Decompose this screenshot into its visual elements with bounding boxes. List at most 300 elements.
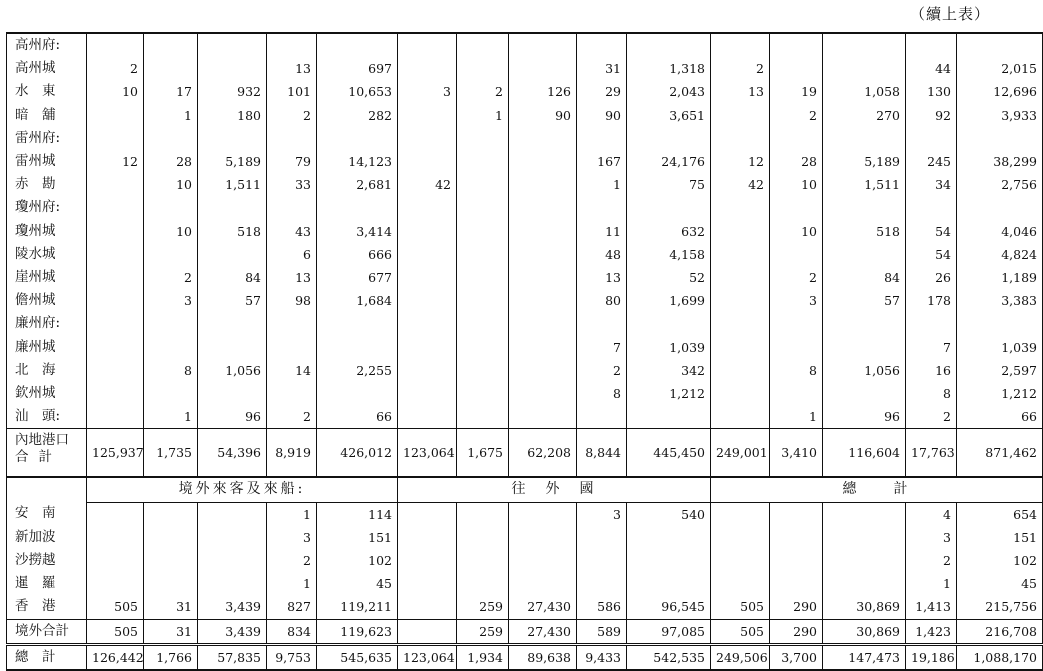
table-cell: 245 <box>906 150 957 173</box>
section-header-row <box>7 477 1043 502</box>
table-cell: 13 <box>267 57 317 80</box>
table-cell: 249,506 <box>711 644 770 670</box>
row-label: 陵水城 <box>7 243 87 266</box>
table-cell: 2 <box>906 405 957 429</box>
table-cell <box>711 127 770 150</box>
row-label: 總 計 <box>7 644 87 670</box>
table-cell <box>87 549 144 572</box>
table-cell: 2,681 <box>317 173 398 196</box>
table-cell <box>398 220 457 243</box>
table-cell <box>823 572 906 595</box>
table-row <box>7 336 1043 359</box>
table-cell <box>711 336 770 359</box>
table-cell: 932 <box>198 80 267 103</box>
table-cell: 17,763 <box>906 429 957 478</box>
table-cell: 27,430 <box>509 619 577 644</box>
table-cell: 45 <box>957 572 1043 595</box>
table-cell <box>87 526 144 549</box>
subtotal-label-line2: 合計 <box>15 449 62 466</box>
table-cell <box>87 243 144 266</box>
table-cell: 1,423 <box>906 619 957 644</box>
table-cell <box>144 243 198 266</box>
table-cell: 589 <box>577 619 627 644</box>
table-cell <box>198 526 267 549</box>
table-cell: 1,189 <box>957 266 1043 289</box>
table-cell <box>398 312 457 335</box>
table-cell <box>457 33 509 57</box>
table-row <box>7 150 1043 173</box>
table-cell: 28 <box>144 150 198 173</box>
table-cell: 1,766 <box>144 644 198 670</box>
table-cell <box>823 526 906 549</box>
table-cell: 33 <box>267 173 317 196</box>
table-cell: 9,753 <box>267 644 317 670</box>
table-cell: 445,450 <box>627 429 711 478</box>
table-cell: 9,433 <box>577 644 627 670</box>
table-cell <box>509 150 577 173</box>
table-cell <box>509 243 577 266</box>
table-cell <box>87 502 144 526</box>
table-cell: 4 <box>906 502 957 526</box>
table-cell <box>144 312 198 335</box>
table-cell <box>198 312 267 335</box>
table-cell: 3 <box>906 526 957 549</box>
table-cell <box>711 526 770 549</box>
table-cell: 42 <box>398 173 457 196</box>
table-cell: 1 <box>457 104 509 127</box>
table-cell <box>509 572 577 595</box>
section-header: 總 計 <box>711 477 1043 502</box>
row-label: 赤 勘 <box>7 173 87 196</box>
table-cell <box>906 196 957 219</box>
table-cell <box>770 312 823 335</box>
table-cell: 12 <box>711 150 770 173</box>
table-cell: 1,318 <box>627 57 711 80</box>
table-cell: 2 <box>457 80 509 103</box>
table-row <box>7 173 1043 196</box>
table-cell <box>711 382 770 405</box>
table-cell <box>577 526 627 549</box>
table-cell <box>770 549 823 572</box>
table-cell <box>457 382 509 405</box>
table-cell <box>398 405 457 429</box>
table-cell <box>823 127 906 150</box>
row-label: 廉州城 <box>7 336 87 359</box>
table-cell: 84 <box>823 266 906 289</box>
table-cell <box>509 266 577 289</box>
table-cell: 505 <box>87 595 144 619</box>
table-cell: 2,597 <box>957 359 1043 382</box>
table-cell: 31 <box>577 57 627 80</box>
table-cell: 2 <box>770 266 823 289</box>
table-cell: 1,056 <box>823 359 906 382</box>
table-row <box>7 405 1043 429</box>
table-cell <box>198 127 267 150</box>
table-cell: 542,535 <box>627 644 711 670</box>
table-row <box>7 359 1043 382</box>
table-row <box>7 289 1043 312</box>
table-cell: 290 <box>770 595 823 619</box>
table-cell: 96,545 <box>627 595 711 619</box>
table-cell: 3,383 <box>957 289 1043 312</box>
table-cell <box>770 526 823 549</box>
table-cell: 518 <box>823 220 906 243</box>
table-row <box>7 33 1043 57</box>
table-cell: 4,824 <box>957 243 1043 266</box>
table-cell <box>87 382 144 405</box>
table-cell: 57,835 <box>198 644 267 670</box>
table-cell: 249,001 <box>711 429 770 478</box>
table-cell <box>509 127 577 150</box>
table-cell: 3 <box>267 526 317 549</box>
table-cell: 1,735 <box>144 429 198 478</box>
table-cell <box>317 312 398 335</box>
table-cell: 871,462 <box>957 429 1043 478</box>
table-cell <box>144 57 198 80</box>
table-cell: 505 <box>711 619 770 644</box>
table-cell: 75 <box>627 173 711 196</box>
table-cell: 654 <box>957 502 1043 526</box>
table-row <box>7 619 1043 644</box>
table-cell: 180 <box>198 104 267 127</box>
domestic-subtotal-section <box>7 429 1043 478</box>
table-cell: 290 <box>770 619 823 644</box>
table-cell: 8 <box>906 382 957 405</box>
table-cell <box>711 572 770 595</box>
row-label: 雷州府: <box>7 127 87 150</box>
table-cell: 52 <box>627 266 711 289</box>
table-cell: 8 <box>577 382 627 405</box>
row-label: 暗 舖 <box>7 104 87 127</box>
table-cell: 216,708 <box>957 619 1043 644</box>
table-cell: 3,439 <box>198 619 267 644</box>
table-cell <box>906 127 957 150</box>
table-cell: 126,442 <box>87 644 144 670</box>
table-cell <box>770 33 823 57</box>
table-cell: 54 <box>906 220 957 243</box>
table-cell <box>823 33 906 57</box>
table-cell: 119,623 <box>317 619 398 644</box>
table-cell: 7 <box>577 336 627 359</box>
row-label: 瓊州府: <box>7 196 87 219</box>
table-cell <box>457 526 509 549</box>
table-cell: 282 <box>317 104 398 127</box>
table-cell: 167 <box>577 150 627 173</box>
table-row <box>7 243 1043 266</box>
table-cell: 1 <box>906 572 957 595</box>
table-row <box>7 196 1043 219</box>
table-row <box>7 57 1043 80</box>
table-cell <box>198 57 267 80</box>
table-cell <box>87 312 144 335</box>
table-cell: 126 <box>509 80 577 103</box>
table-cell: 10 <box>144 173 198 196</box>
table-cell: 29 <box>577 80 627 103</box>
table-cell: 119,211 <box>317 595 398 619</box>
table-cell <box>711 405 770 429</box>
table-cell <box>457 220 509 243</box>
table-cell <box>144 382 198 405</box>
table-cell: 259 <box>457 619 509 644</box>
table-cell <box>398 595 457 619</box>
table-cell: 3,410 <box>770 429 823 478</box>
row-label: 汕 頭: <box>7 405 87 429</box>
table-cell: 666 <box>317 243 398 266</box>
table-cell: 123,064 <box>398 429 457 478</box>
table-cell: 13 <box>711 80 770 103</box>
table-cell <box>509 173 577 196</box>
table-cell <box>457 359 509 382</box>
table-cell <box>509 526 577 549</box>
table-cell <box>957 312 1043 335</box>
table-cell: 3,933 <box>957 104 1043 127</box>
table-row <box>7 595 1043 619</box>
table-cell <box>317 196 398 219</box>
table-cell <box>711 289 770 312</box>
table-cell: 1,684 <box>317 289 398 312</box>
row-label: 境外合計 <box>7 619 87 644</box>
table-cell <box>627 127 711 150</box>
table-cell <box>398 33 457 57</box>
table-cell <box>509 289 577 312</box>
table-row <box>7 220 1043 243</box>
table-cell: 57 <box>823 289 906 312</box>
table-cell: 101 <box>267 80 317 103</box>
table-cell: 3,651 <box>627 104 711 127</box>
table-cell <box>457 150 509 173</box>
table-cell: 505 <box>711 595 770 619</box>
table-cell <box>509 405 577 429</box>
table-cell <box>823 196 906 219</box>
table-cell <box>823 549 906 572</box>
table-cell <box>398 266 457 289</box>
table-cell: 66 <box>957 405 1043 429</box>
table-cell: 125,937 <box>87 429 144 478</box>
table-cell <box>509 57 577 80</box>
table-cell <box>509 196 577 219</box>
table-cell <box>198 33 267 57</box>
table-cell <box>770 196 823 219</box>
table-cell: 3,439 <box>198 595 267 619</box>
section-header: 境外來客及來船: <box>87 477 398 502</box>
table-cell <box>711 33 770 57</box>
table-cell <box>627 312 711 335</box>
table-cell: 98 <box>267 289 317 312</box>
table-cell <box>457 312 509 335</box>
table-cell: 30,869 <box>823 619 906 644</box>
table-row <box>7 382 1043 405</box>
table-cell: 80 <box>577 289 627 312</box>
table-cell <box>398 104 457 127</box>
table-cell: 697 <box>317 57 398 80</box>
table-row <box>7 644 1043 670</box>
table-cell <box>509 312 577 335</box>
table-cell: 10 <box>770 173 823 196</box>
table-cell: 90 <box>509 104 577 127</box>
row-label: 香 港 <box>7 595 87 619</box>
table-cell: 7 <box>906 336 957 359</box>
table-cell <box>198 243 267 266</box>
table-cell: 1,675 <box>457 429 509 478</box>
table-cell: 1,511 <box>823 173 906 196</box>
domestic-ports-section <box>7 33 1043 429</box>
table-cell <box>627 405 711 429</box>
table-cell <box>457 405 509 429</box>
table-cell <box>577 549 627 572</box>
table-cell <box>906 33 957 57</box>
table-cell: 19 <box>770 80 823 103</box>
table-cell <box>198 549 267 572</box>
table-cell <box>87 289 144 312</box>
table-cell <box>711 104 770 127</box>
table-cell: 24,176 <box>627 150 711 173</box>
table-row <box>7 80 1043 103</box>
table-cell: 2,043 <box>627 80 711 103</box>
table-cell: 2 <box>144 266 198 289</box>
table-cell <box>711 549 770 572</box>
table-cell: 102 <box>957 549 1043 572</box>
table-cell: 2 <box>267 549 317 572</box>
row-label: 安 南 <box>7 502 87 526</box>
table-cell <box>823 382 906 405</box>
table-cell <box>457 173 509 196</box>
table-cell <box>198 336 267 359</box>
table-cell <box>198 196 267 219</box>
row-label: 水 東 <box>7 80 87 103</box>
table-cell <box>398 526 457 549</box>
table-cell: 1 <box>144 405 198 429</box>
table-cell <box>398 359 457 382</box>
table-cell: 1,088,170 <box>957 644 1043 670</box>
table-cell: 43 <box>267 220 317 243</box>
table-cell <box>87 127 144 150</box>
table-cell: 2 <box>577 359 627 382</box>
table-cell: 13 <box>267 266 317 289</box>
row-label: 高州府: <box>7 33 87 57</box>
table-cell: 2 <box>711 57 770 80</box>
table-cell <box>144 196 198 219</box>
table-cell: 130 <box>906 80 957 103</box>
table-row <box>7 549 1043 572</box>
table-cell <box>398 196 457 219</box>
table-cell: 10 <box>87 80 144 103</box>
table-cell: 3 <box>144 289 198 312</box>
table-cell <box>267 336 317 359</box>
table-cell: 1,212 <box>957 382 1043 405</box>
table-cell <box>457 266 509 289</box>
table-cell: 270 <box>823 104 906 127</box>
table-cell: 2 <box>906 549 957 572</box>
table-cell: 426,012 <box>317 429 398 478</box>
table-cell <box>627 549 711 572</box>
table-cell: 38,299 <box>957 150 1043 173</box>
table-cell <box>144 526 198 549</box>
table-row <box>7 104 1043 127</box>
table-cell: 13 <box>577 266 627 289</box>
table-cell <box>267 382 317 405</box>
table-cell <box>770 57 823 80</box>
table-cell: 28 <box>770 150 823 173</box>
table-cell: 102 <box>317 549 398 572</box>
table-cell: 30,869 <box>823 595 906 619</box>
table-cell <box>144 502 198 526</box>
table-cell <box>770 572 823 595</box>
table-cell <box>770 382 823 405</box>
table-cell <box>823 502 906 526</box>
table-cell <box>87 405 144 429</box>
section-header: 往 外 國 <box>398 477 711 502</box>
table-cell: 1,934 <box>457 644 509 670</box>
table-cell <box>711 502 770 526</box>
table-cell: 114 <box>317 502 398 526</box>
table-cell: 12 <box>87 150 144 173</box>
table-cell <box>398 57 457 80</box>
table-cell: 3 <box>398 80 457 103</box>
table-row <box>7 266 1043 289</box>
table-cell: 92 <box>906 104 957 127</box>
table-cell: 31 <box>144 595 198 619</box>
table-cell <box>398 243 457 266</box>
table-row <box>7 502 1043 526</box>
table-cell <box>823 243 906 266</box>
table-cell: 1,056 <box>198 359 267 382</box>
table-cell: 14 <box>267 359 317 382</box>
row-label: 崖州城 <box>7 266 87 289</box>
table-cell: 2 <box>267 104 317 127</box>
table-cell <box>457 243 509 266</box>
table-cell: 4,158 <box>627 243 711 266</box>
table-cell: 342 <box>627 359 711 382</box>
table-cell: 48 <box>577 243 627 266</box>
table-cell <box>87 196 144 219</box>
table-cell <box>398 336 457 359</box>
table-cell: 5,189 <box>823 150 906 173</box>
table-cell <box>144 336 198 359</box>
foreign-ports-section <box>7 502 1043 619</box>
table-cell <box>267 196 317 219</box>
table-cell: 19,186 <box>906 644 957 670</box>
table-cell: 259 <box>457 595 509 619</box>
table-cell <box>577 572 627 595</box>
row-label: 儋州城 <box>7 289 87 312</box>
table-cell: 545,635 <box>317 644 398 670</box>
table-cell <box>770 502 823 526</box>
table-cell: 677 <box>317 266 398 289</box>
table-cell: 3,414 <box>317 220 398 243</box>
table-cell: 2 <box>87 57 144 80</box>
table-cell <box>198 502 267 526</box>
table-cell: 632 <box>627 220 711 243</box>
table-cell: 44 <box>906 57 957 80</box>
table-cell: 89,638 <box>509 644 577 670</box>
table-cell: 8,919 <box>267 429 317 478</box>
row-label: 高州城 <box>7 57 87 80</box>
table-cell: 10 <box>144 220 198 243</box>
table-cell: 10,653 <box>317 80 398 103</box>
table-row <box>7 312 1043 335</box>
table-cell: 3 <box>577 502 627 526</box>
row-label: 沙撈越 <box>7 549 87 572</box>
table-cell <box>398 150 457 173</box>
table-cell: 827 <box>267 595 317 619</box>
table-cell <box>770 243 823 266</box>
row-label: 新加波 <box>7 526 87 549</box>
table-cell: 84 <box>198 266 267 289</box>
table-cell <box>398 502 457 526</box>
table-cell: 17 <box>144 80 198 103</box>
table-cell <box>267 312 317 335</box>
table-cell <box>823 336 906 359</box>
